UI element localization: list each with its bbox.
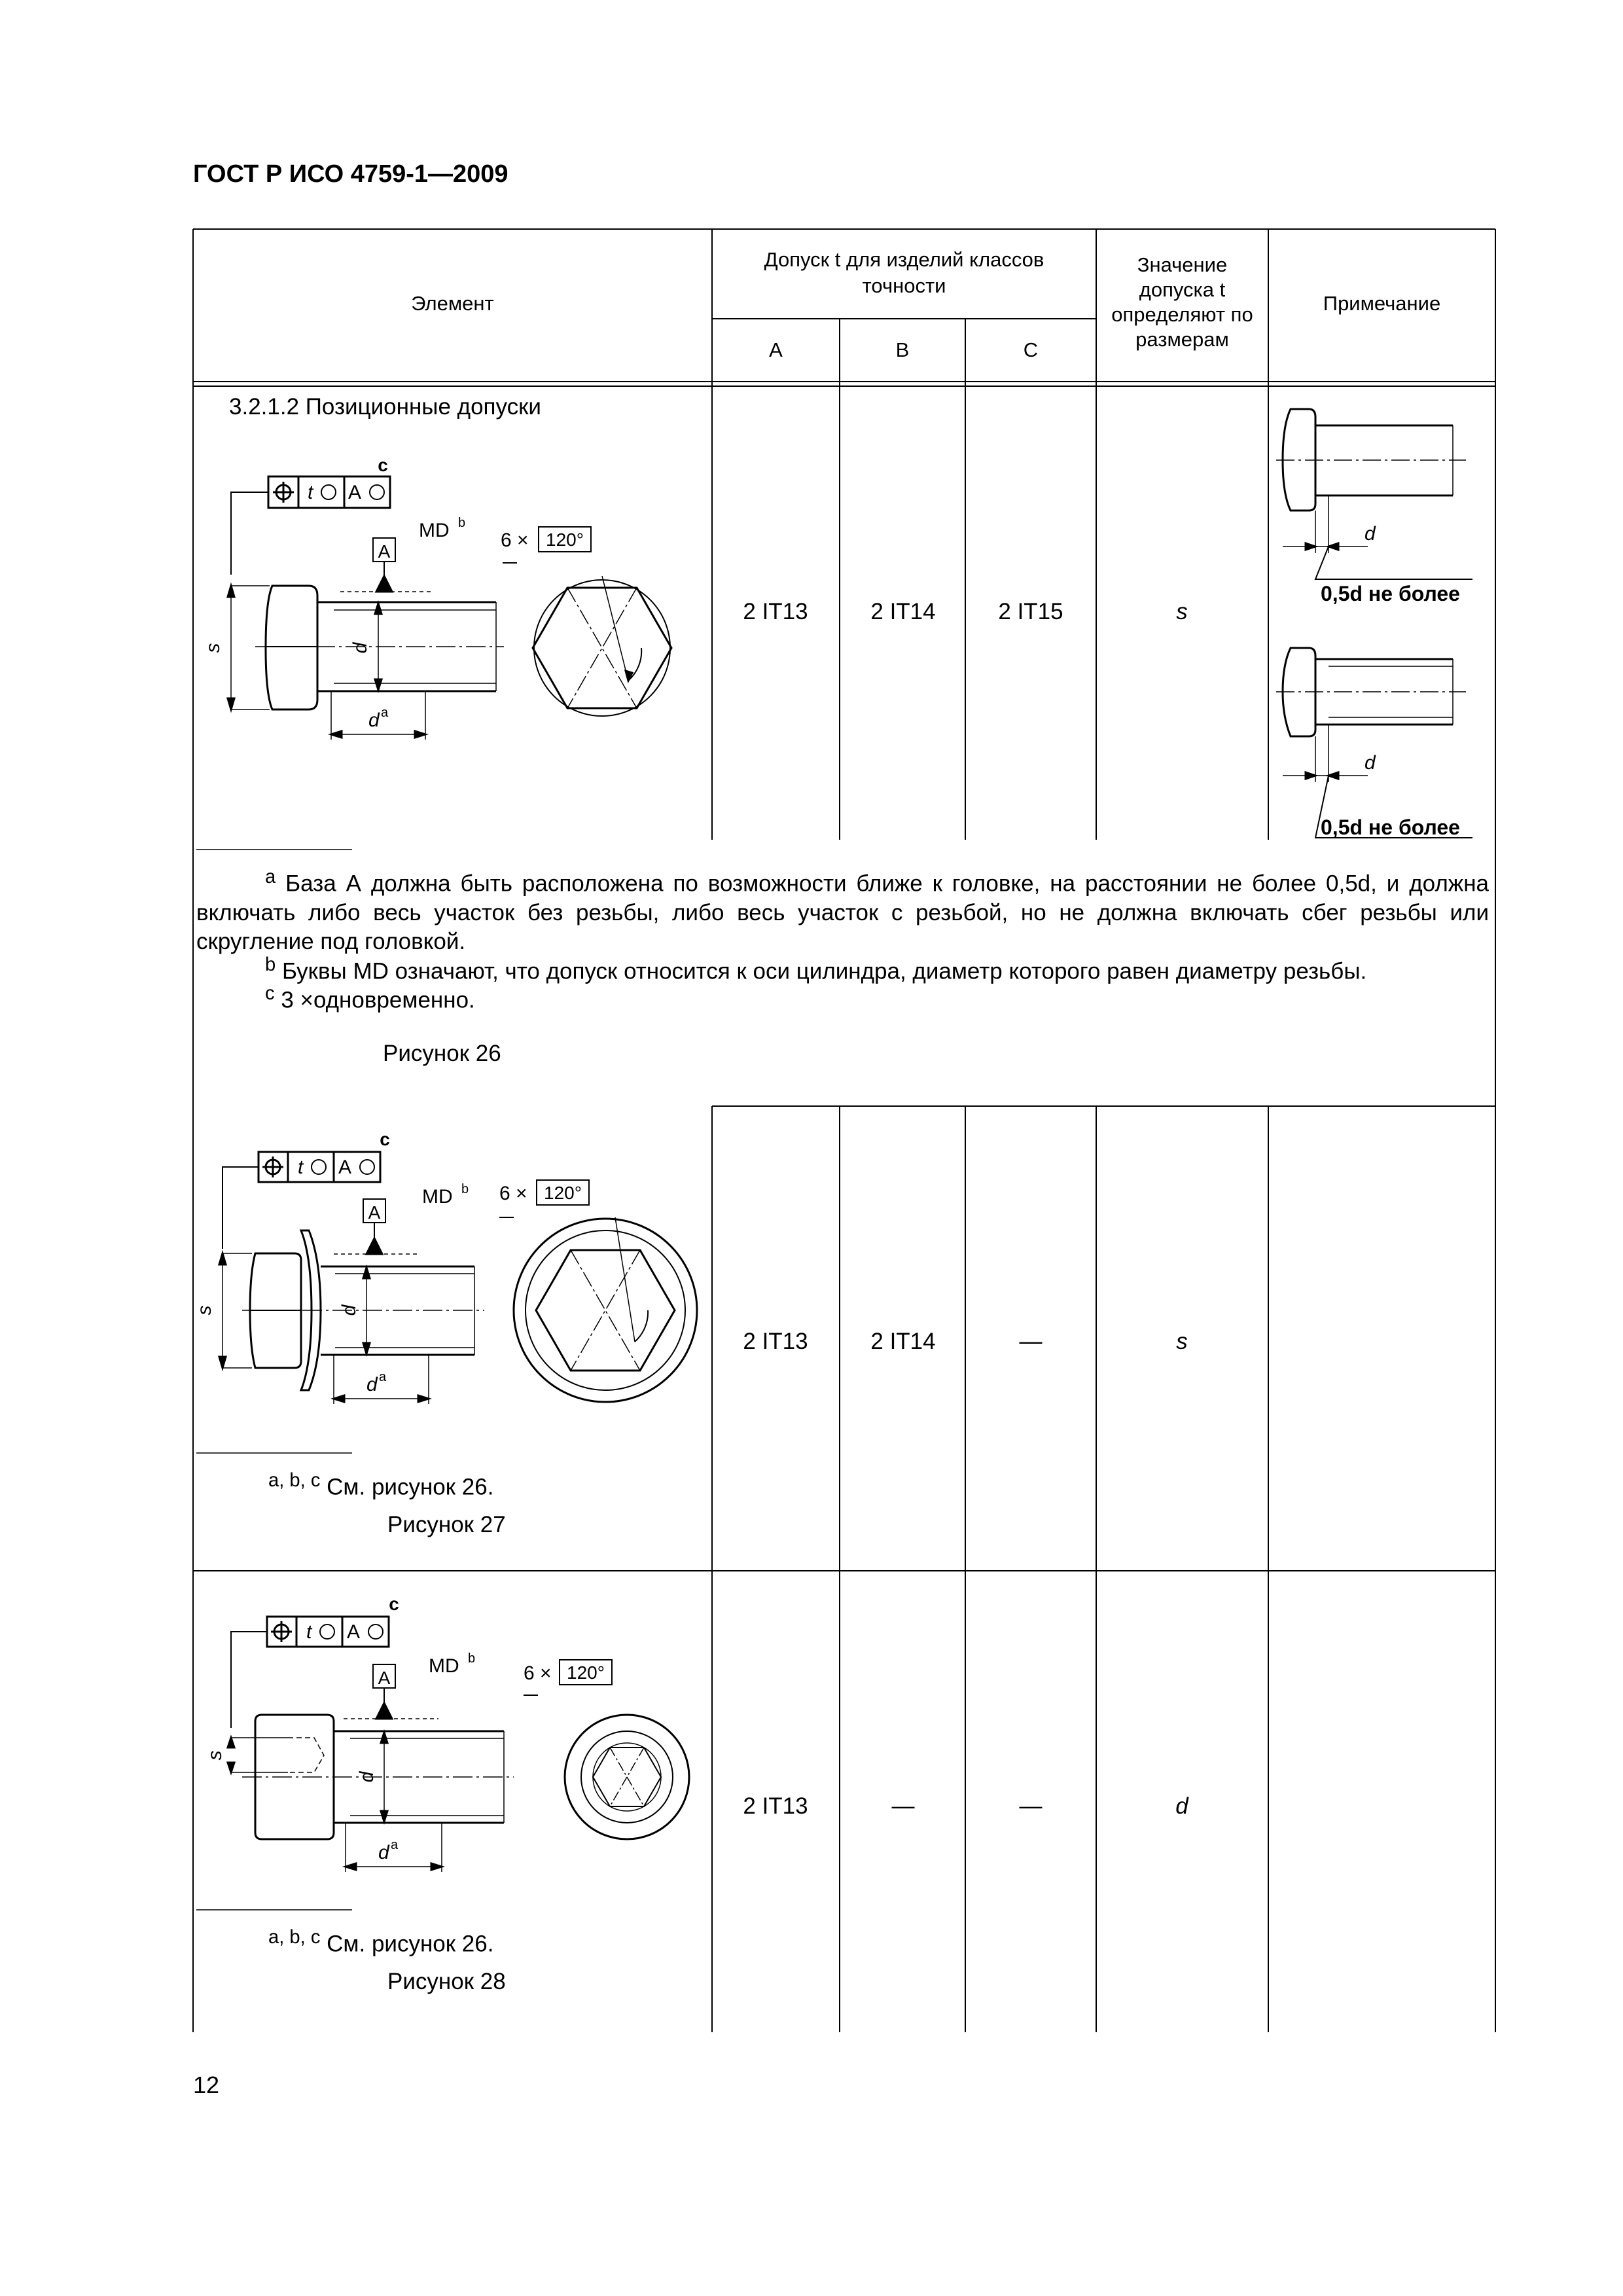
note-d-upper: d bbox=[1364, 523, 1376, 545]
header-tolerance-line2: точности bbox=[862, 274, 946, 297]
fig26-angle: 120° bbox=[546, 529, 584, 550]
fig27-dim-d: d bbox=[338, 1304, 360, 1316]
fig26-dim-s: s bbox=[202, 643, 224, 653]
row2-class-b: 2 IT14 bbox=[870, 1329, 936, 1354]
fig28-frame-c: c bbox=[389, 1594, 399, 1614]
fig27-dim-da: d bbox=[366, 1374, 378, 1395]
fig28-frame-a: A bbox=[347, 1621, 361, 1643]
row1-class-a: 2 IT13 bbox=[743, 599, 808, 624]
header-class-a: A bbox=[769, 338, 783, 361]
fig28-frame-t: t bbox=[306, 1621, 312, 1643]
fig27-frame-c: c bbox=[380, 1129, 390, 1149]
note-label-upper: 0,5d не более bbox=[1321, 582, 1460, 605]
fig28-dim-s: s bbox=[204, 1750, 226, 1761]
page-number: 12 bbox=[193, 2072, 220, 2098]
row3-class-c: — bbox=[1019, 1793, 1043, 1819]
row3-value: d bbox=[1175, 1793, 1188, 1819]
header-value-line2: допуска t bbox=[1139, 278, 1226, 301]
fig28-dim-da: d bbox=[378, 1842, 389, 1863]
figure-28-footnote-marks: a, b, c bbox=[268, 1927, 321, 1948]
figure-27-footnote bbox=[268, 1466, 493, 1502]
footnote-a-text: База А должна быть расположена по возможности ближе к головке, на расстоянии не более 0,5d, и должна включать либо весь участок без резьбы, либо весь участок с резьбой, но не должна включать сбег резьбы или скругление под головкой. bbox=[196, 870, 1489, 954]
fig26-dim-d: d bbox=[349, 642, 371, 654]
fig26-frame-c: c bbox=[378, 455, 388, 475]
figure-28-footnote-text: См. рисунок 26. bbox=[327, 1931, 494, 1957]
fig26-count: 6 × bbox=[501, 529, 529, 551]
fig27-datum: A bbox=[368, 1202, 381, 1223]
row1-value: s bbox=[1176, 599, 1188, 624]
figure-27-footnote-marks: a, b, c bbox=[268, 1470, 321, 1491]
fig28-count: 6 × bbox=[524, 1662, 552, 1684]
fig27-md: MD bbox=[422, 1186, 453, 1208]
note-label-lower: 0,5d не более bbox=[1321, 816, 1460, 839]
footnote-b-mark: b bbox=[265, 954, 276, 975]
fig28-dim-da-sup: a bbox=[391, 1838, 399, 1852]
fig28-datum: A bbox=[378, 1668, 391, 1688]
footnote-c-mark: c bbox=[265, 983, 275, 1004]
row2-class-c: — bbox=[1019, 1329, 1043, 1354]
document-header: ГОСТ Р ИСО 4759-1—2009 bbox=[193, 160, 508, 188]
fig27-dim-s: s bbox=[194, 1305, 215, 1316]
fig26-frame-t: t bbox=[308, 482, 313, 503]
header-value-line1: Значение bbox=[1137, 253, 1228, 276]
figure-28-drawing bbox=[203, 1590, 700, 1885]
fig28-dim-d: d bbox=[356, 1771, 378, 1783]
footnote-a-mark: a bbox=[265, 867, 276, 888]
fig27-angle: 120° bbox=[544, 1183, 582, 1203]
header-tolerance-line1: Допуск t для изделий классов bbox=[764, 248, 1044, 271]
header-class-b: B bbox=[895, 338, 910, 361]
section-title: 3.2.1.2 Позиционные допуски bbox=[229, 394, 541, 420]
fig28-md: MD bbox=[429, 1655, 459, 1677]
figure-26-caption: Рисунок 26 bbox=[383, 1041, 501, 1066]
fig28-md-sup: b bbox=[468, 1651, 476, 1666]
fig26-md: MD bbox=[419, 520, 450, 541]
figure-27-caption: Рисунок 27 bbox=[387, 1512, 506, 1537]
note-drawing bbox=[1276, 403, 1492, 848]
fig26-dim-da-sup: a bbox=[381, 706, 389, 720]
note-d-lower: d bbox=[1364, 752, 1376, 774]
row2-value: s bbox=[1176, 1329, 1188, 1354]
row1-class-c: 2 IT15 bbox=[998, 599, 1063, 624]
fig27-frame-t: t bbox=[298, 1157, 304, 1178]
row3-class-b: — bbox=[891, 1793, 915, 1819]
header-value-line4: размерам bbox=[1135, 328, 1229, 351]
fig27-dim-da-sup: a bbox=[379, 1370, 387, 1384]
header-class-c: C bbox=[1023, 338, 1039, 361]
footnote-c-text: 3 ×одновременно. bbox=[281, 987, 475, 1013]
footnote-b-text: Буквы MD означают, что допуск относится к оси цилиндра, диаметр которого равен диаметру резьбы. bbox=[281, 958, 1367, 984]
header-element: Элемент bbox=[411, 292, 494, 315]
figure-26-drawing bbox=[202, 452, 681, 759]
figure-27-footnote-text: См. рисунок 26. bbox=[327, 1474, 494, 1500]
fig26-datum: A bbox=[378, 541, 391, 562]
fig26-frame-a: A bbox=[348, 482, 362, 503]
header-note: Примечание bbox=[1323, 292, 1441, 315]
fig28-angle: 120° bbox=[567, 1662, 605, 1683]
fig26-dim-da: d bbox=[368, 709, 380, 731]
figure-27-drawing bbox=[196, 1126, 707, 1407]
fig27-count: 6 × bbox=[499, 1183, 527, 1204]
footnote-c bbox=[265, 979, 475, 1015]
footnote-a bbox=[196, 863, 1489, 956]
row1-class-b: 2 IT14 bbox=[870, 599, 936, 624]
row3-class-a: 2 IT13 bbox=[743, 1793, 808, 1819]
figure-28-caption: Рисунок 28 bbox=[387, 1969, 506, 1994]
fig27-md-sup: b bbox=[461, 1182, 469, 1196]
fig27-frame-a: A bbox=[338, 1157, 352, 1178]
figure-28-footnote bbox=[268, 1923, 493, 1959]
header-value-line3: определяют по bbox=[1111, 303, 1253, 326]
row2-class-a: 2 IT13 bbox=[743, 1329, 808, 1354]
fig26-md-sup: b bbox=[458, 516, 466, 530]
